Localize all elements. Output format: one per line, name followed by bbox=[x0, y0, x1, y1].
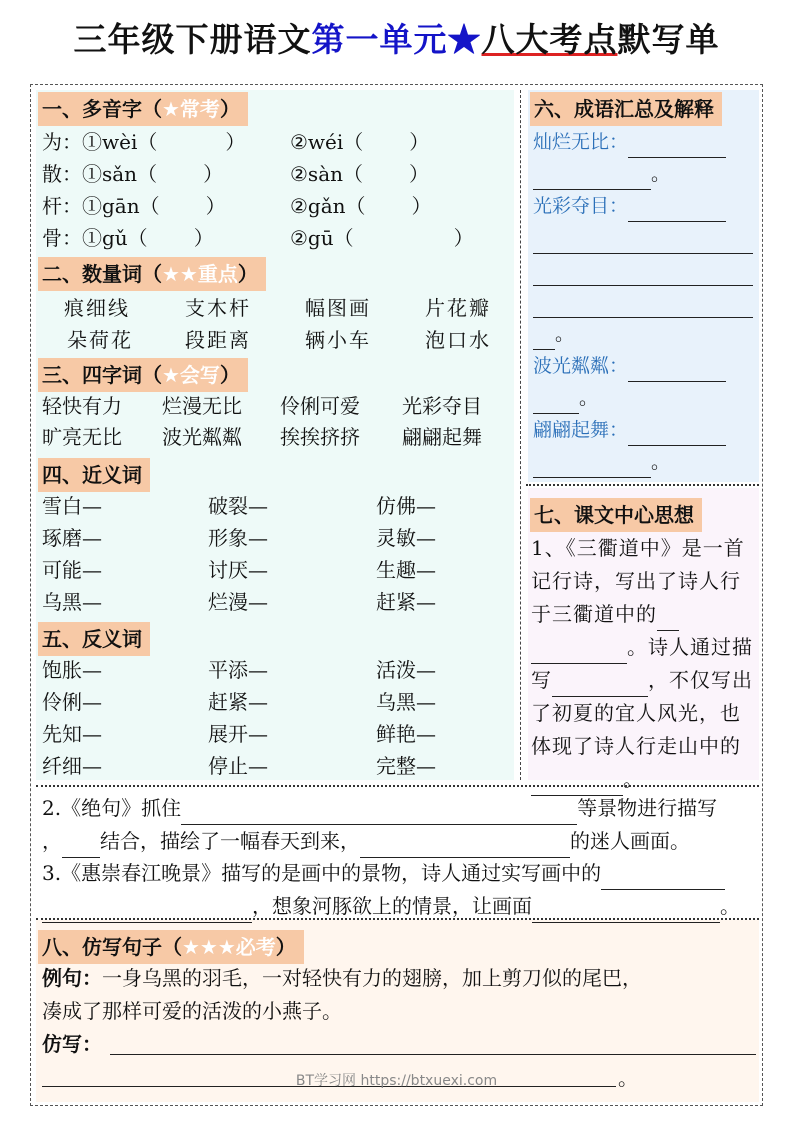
synonym-item: 可能— bbox=[42, 558, 102, 582]
polyphone-row-b: ②gǎn（ ） bbox=[290, 194, 432, 218]
four-char-word: 翩翩起舞 bbox=[402, 425, 482, 449]
imitation-answer-line[interactable] bbox=[110, 1054, 756, 1055]
four-char-word: 光彩夺目 bbox=[402, 394, 482, 418]
measure-word: 幅图画 bbox=[305, 296, 371, 320]
antonym-item: 先知— bbox=[42, 722, 102, 746]
idiom-entry: 光彩夺目： 。 bbox=[533, 190, 755, 350]
antonym-item: 活泼— bbox=[376, 658, 436, 682]
antonym-item: 平添— bbox=[208, 658, 268, 682]
measure-word: 辆小车 bbox=[305, 328, 371, 352]
polyphone-row: 骨：①gǔ（ ） bbox=[42, 226, 214, 250]
polyphone-row: 为：①wèi（ ） bbox=[42, 130, 246, 154]
synonym-item: 雪白— bbox=[42, 494, 102, 518]
four-char-word: 旷亮无比 bbox=[42, 425, 122, 449]
antonym-item: 鲜艳— bbox=[376, 722, 436, 746]
synonym-item: 乌黑— bbox=[42, 590, 102, 614]
four-char-word: 烂漫无比 bbox=[162, 394, 242, 418]
column-divider bbox=[520, 90, 521, 780]
synonym-item: 灵敏— bbox=[376, 526, 436, 550]
antonym-item: 停止— bbox=[208, 754, 268, 778]
synonym-item: 生趣— bbox=[376, 558, 436, 582]
synonym-item: 仿佛— bbox=[376, 494, 436, 518]
antonym-item: 展开— bbox=[208, 722, 268, 746]
synonym-item: 形象— bbox=[208, 526, 268, 550]
page-title: 三年级下册语文第一单元★八大考点默写单 bbox=[73, 20, 720, 59]
antonym-item: 纤细— bbox=[42, 754, 102, 778]
polyphone-row: 散：①sǎn（ ） bbox=[42, 162, 224, 186]
antonym-item: 伶俐— bbox=[42, 690, 102, 714]
four-char-word: 挨挨挤挤 bbox=[280, 425, 360, 449]
synonym-item: 赶紧— bbox=[376, 590, 436, 614]
measure-word: 片花瓣 bbox=[425, 296, 491, 320]
four-char-word: 伶俐可爱 bbox=[280, 394, 360, 418]
section-four-char-heading: 三、四字词（★会写） bbox=[38, 358, 248, 392]
central-idea-jueju: 2.《绝句》抓住 等景物进行描写 ， 结合，描绘了一幅春天到来， 的迷人画面。 bbox=[42, 792, 758, 858]
measure-word: 段距离 bbox=[185, 328, 251, 352]
polyphone-row-b: ②wéi（ ） bbox=[290, 130, 430, 154]
antonym-item: 赶紧— bbox=[208, 690, 268, 714]
section-idioms-heading: 六、成语汇总及解释 bbox=[530, 92, 722, 126]
imitation-end-mark: 。 bbox=[618, 1066, 638, 1090]
measure-word: 泡口水 bbox=[425, 328, 491, 352]
right-divider bbox=[526, 484, 759, 486]
polyphone-row: 杆：①gān（ ） bbox=[42, 194, 226, 218]
measure-word: 痕细线 bbox=[64, 296, 130, 320]
synonym-item: 琢磨— bbox=[42, 526, 102, 550]
section-imitation-heading: 八、仿写句子（★★★必考） bbox=[38, 930, 304, 964]
antonym-item: 完整— bbox=[376, 754, 436, 778]
section-central-idea-heading: 七、课文中心思想 bbox=[530, 498, 702, 532]
section-polyphone-heading: 一、多音字（★常考） bbox=[38, 92, 248, 126]
antonym-item: 乌黑— bbox=[376, 690, 436, 714]
synonym-item: 破裂— bbox=[208, 494, 268, 518]
section-antonyms-heading: 五、反义词 bbox=[38, 622, 150, 656]
measure-word: 朵荷花 bbox=[67, 328, 133, 352]
section-measure-words-heading: 二、数量词（★★重点） bbox=[38, 257, 266, 291]
idiom-entry: 翩翩起舞： 。 bbox=[533, 414, 755, 478]
watermark: BT学习网 https://btxuexi.com bbox=[295, 1073, 498, 1089]
measure-word: 支木杆 bbox=[185, 296, 251, 320]
central-idea-huichong: 3.《惠崇春江晚景》描写的是画中的景物，诗人通过实写画中的 ，想象河豚欲上的情景，让画面 。 bbox=[42, 857, 758, 923]
antonym-item: 饱胀— bbox=[42, 658, 102, 682]
synonym-item: 讨厌— bbox=[208, 558, 268, 582]
imitation-label: 仿写： bbox=[42, 1032, 102, 1056]
idiom-entry: 波光粼粼： 。 bbox=[533, 350, 755, 414]
example-sentence: 例句：一身乌黑的羽毛，一对轻快有力的翅膀，加上剪刀似的尾巴， 凑成了那样可爱的活泼的小燕子。 bbox=[42, 966, 642, 1023]
polyphone-row-b: ②gū（ ） bbox=[290, 226, 474, 250]
central-idea-sanqu: 1、《三衢道中》是一首记行诗，写出了诗人行于三衢道中的。诗人通过描写 ，不仅写出了初夏的宜人风光，也体现了诗人行走山中的。 bbox=[531, 532, 757, 796]
section-synonyms-heading: 四、近义词 bbox=[38, 458, 150, 492]
four-char-word: 波光粼粼 bbox=[162, 425, 242, 449]
four-char-word: 轻快有力 bbox=[42, 394, 122, 418]
synonym-item: 烂漫— bbox=[208, 590, 268, 614]
idiom-entry: 灿烂无比： 。 bbox=[533, 126, 755, 190]
polyphone-row-b: ②sàn（ ） bbox=[290, 162, 429, 186]
